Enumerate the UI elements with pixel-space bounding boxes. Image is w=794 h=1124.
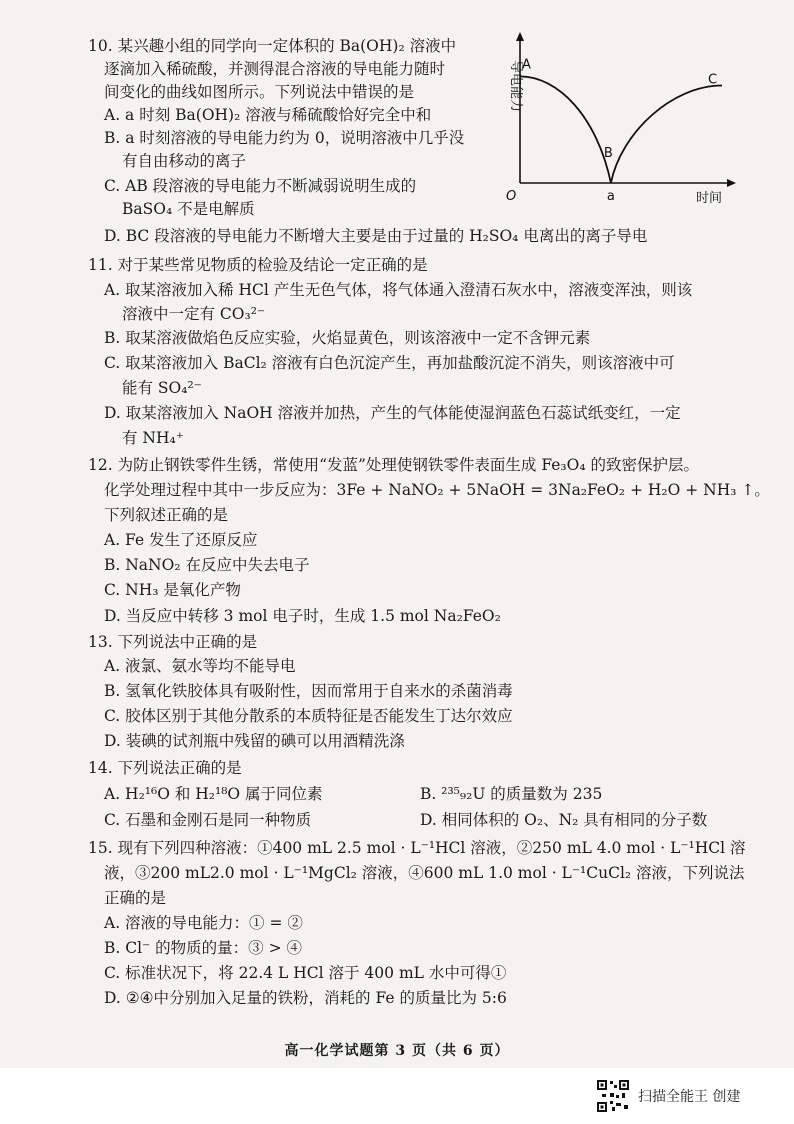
q14-option-b: B. ²³⁵₉₂U 的质量数为 235 xyxy=(420,785,603,803)
x-axis-arrow xyxy=(727,179,736,187)
q11-option-a-line-2: 溶液中一定有 CO₃²⁻ xyxy=(122,305,266,323)
y-axis-label: 导电能力 xyxy=(508,60,523,113)
q13-stem: 13. 下列说法中正确的是 xyxy=(88,633,258,651)
scanner-watermark xyxy=(596,1078,740,1114)
y-axis-arrow xyxy=(516,32,524,41)
q11-option-c-line-2: 能有 SO₄²⁻ xyxy=(122,379,202,397)
q11-option-c-line-1: C. 取某溶液加入 BaCl₂ 溶液有白色沉淀产生，再加盐酸沉淀不消失，则该溶液中可 xyxy=(104,354,675,372)
x-axis-label: 时间 xyxy=(696,191,723,206)
q12-line-2: 化学处理过程中其中一步反应为：3Fe + NaNO₂ + 5NaOH = 3Na₂FeO₂ + H₂O + NH₃ ↑。 xyxy=(104,481,770,499)
point-label-b: B xyxy=(603,146,613,161)
q10-option-b-line-1: B. a 时刻溶液的导电能力约为 0，说明溶液中几乎没 xyxy=(104,129,465,147)
q15-line-1: 15. 现有下列四种溶液：①400 mL 2.5 mol · L⁻¹HCl 溶液，②250 mL 4.0 mol · L⁻¹HCl 溶 xyxy=(88,839,746,857)
q10-line-2: 逐滴加入稀硫酸，并测得混合溶液的导电能力随时 xyxy=(104,60,446,78)
q10-option-a: A. a 时刻 Ba(OH)₂ 溶液与稀硫酸恰好完全中和 xyxy=(104,106,432,124)
point-label-a: A xyxy=(522,57,531,73)
q10-line-3: 间变化的曲线如图所示。下列说法中错误的是 xyxy=(104,83,415,101)
q11-option-a-line-1: A. 取某溶液加入稀 HCl 产生无色气体，将气体通入澄清石灰水中，溶液变浑浊，则该 xyxy=(104,281,693,299)
q13-option-c: C. 胶体区别于其他分散系的本质特征是否能发生丁达尔效应 xyxy=(104,707,513,725)
q10-option-c-line-2: BaSO₄ 不是电解质 xyxy=(122,200,255,218)
q15-line-2: 液，③200 mL2.0 mol · L⁻¹MgCl₂ 溶液，④600 mL 1.0 mol · L⁻¹CuCl₂ 溶液，下列说法 xyxy=(104,864,745,882)
q13-option-d: D. 装碘的试剂瓶中残留的碘可以用酒精洗涤 xyxy=(104,732,405,750)
q12-line-3: 下列叙述正确的是 xyxy=(104,506,229,524)
q10-option-d: D. BC 段溶液的导电能力不断增大主要是由于过量的 H₂SO₄ 电离出的离子导电 xyxy=(104,227,648,245)
q14-option-c: C. 石墨和金刚石是同一种物质 xyxy=(104,811,312,829)
q11-option-d-line-1: D. 取某溶液加入 NaOH 溶液并加热，产生的气体能使湿润蓝色石蕊试纸变红，一定 xyxy=(104,404,681,422)
q12-line-1: 12. 为防止钢铁零件生锈，常使用“发蓝”处理使钢铁零件表面生成 Fe₃O₄ 的致密保护层。 xyxy=(88,456,699,474)
q15-option-b: B. Cl⁻ 的物质的量：③ > ④ xyxy=(104,939,303,957)
q13-option-a: A. 液氯、氨水等均不能导电 xyxy=(104,657,296,675)
page-footer: 高一化学试题第 3 页（共 6 页） xyxy=(284,1043,510,1059)
qr-code-icon xyxy=(596,1079,630,1113)
q15-option-c: C. 标准状况下，将 22.4 L HCl 溶于 400 mL 水中可得① xyxy=(104,964,507,982)
q10-option-c-line-1: C. AB 段溶液的导电能力不断减弱说明生成的 xyxy=(104,177,417,195)
q10-line-1: 10. 某兴趣小组的同学向一定体积的 Ba(OH)₂ 溶液中 xyxy=(88,37,457,55)
q11-option-d-line-2: 有 NH₄⁺ xyxy=(122,429,184,447)
conductivity-chart xyxy=(500,28,740,208)
conductivity-curve xyxy=(520,76,722,183)
q15-option-d: D. ②④中分别加入足量的铁粉，消耗的 Fe 的质量比为 5:6 xyxy=(104,989,507,1007)
q13-option-b: B. 氢氧化铁胶体具有吸附性，因而常用于自来水的杀菌消毒 xyxy=(104,682,513,700)
point-label-c: C xyxy=(708,72,718,88)
q15-line-3: 正确的是 xyxy=(104,889,167,907)
scanner-app-label: 扫描全能王 创建 xyxy=(638,1089,741,1105)
q11-option-b: B. 取某溶液做焰色反应实验，火焰显黄色，则该溶液中一定不含钾元素 xyxy=(104,329,591,347)
q12-option-b: B. NaNO₂ 在反应中失去电子 xyxy=(104,556,310,574)
q14-option-a: A. H₂¹⁶O 和 H₂¹⁸O 属于同位素 xyxy=(104,785,323,803)
x-mark-a: a xyxy=(606,189,615,204)
q12-option-a: A. Fe 发生了还原反应 xyxy=(104,531,258,549)
q14-option-d: D. 相同体积的 O₂、N₂ 具有相同的分子数 xyxy=(420,811,708,829)
q15-option-a: A. 溶液的导电能力：① = ② xyxy=(104,914,303,932)
q10-option-b-line-2: 有自由移动的离子 xyxy=(122,152,247,170)
q14-stem: 14. 下列说法正确的是 xyxy=(88,759,242,777)
origin-label: O xyxy=(506,189,517,204)
q12-option-c: C. NH₃ 是氧化产物 xyxy=(104,581,241,599)
q12-option-d: D. 当反应中转移 3 mol 电子时，生成 1.5 mol Na₂FeO₂ xyxy=(104,607,501,625)
q11-stem: 11. 对于某些常见物质的检验及结论一定正确的是 xyxy=(88,256,428,274)
